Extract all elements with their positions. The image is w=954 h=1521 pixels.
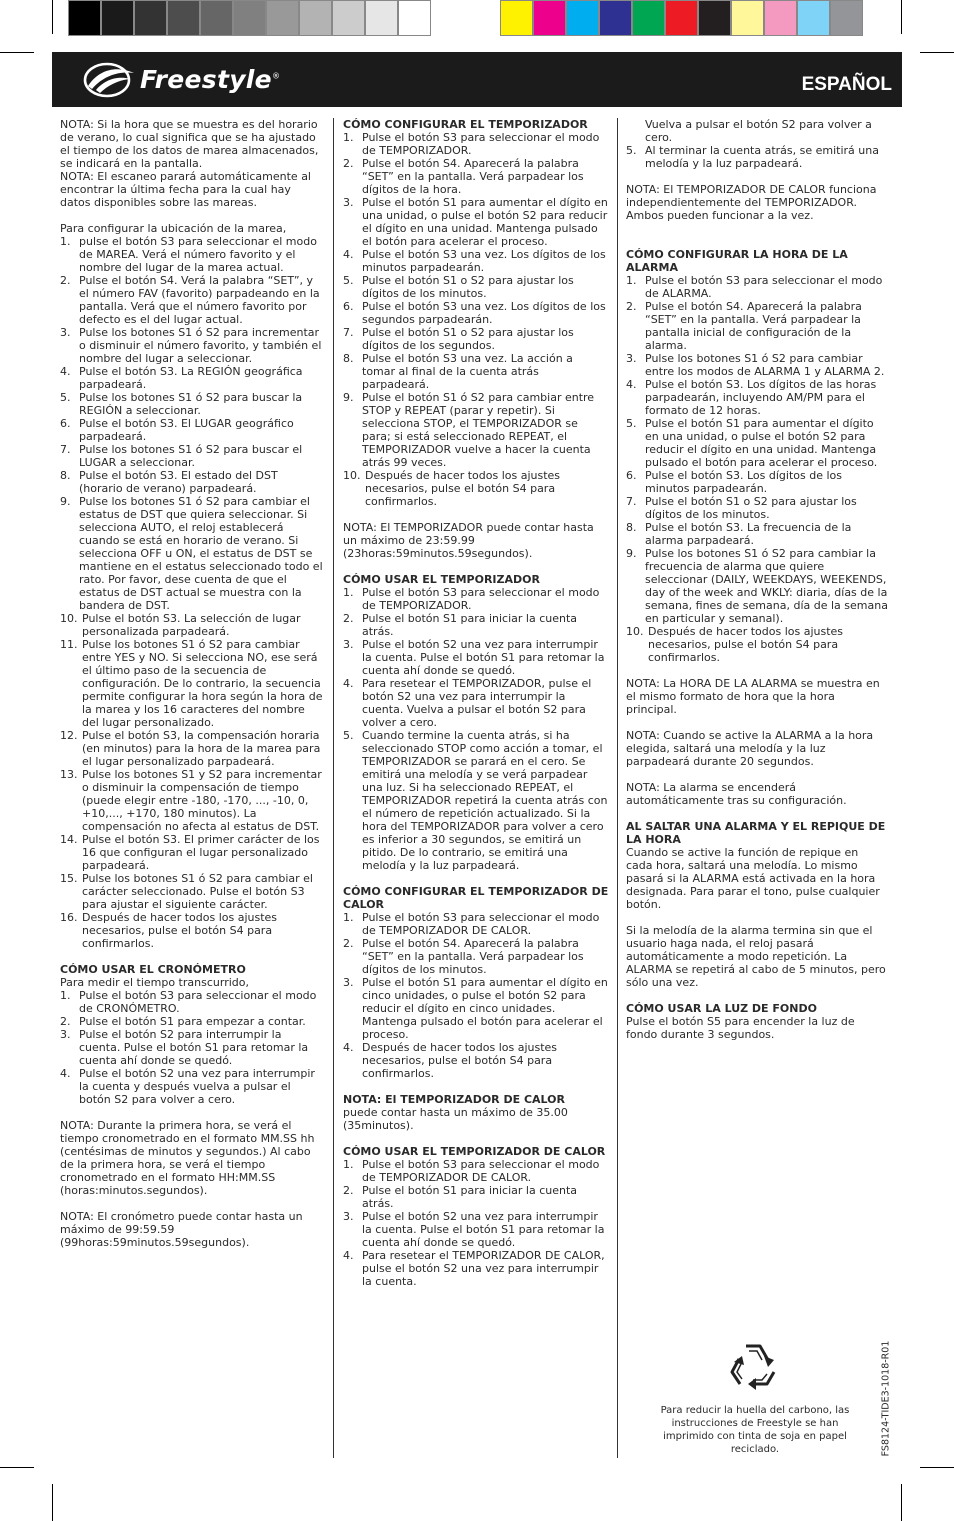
list-item: [343, 326, 609, 352]
list-item: [343, 638, 609, 677]
list-item: [343, 248, 609, 274]
section-heading: CÓMO USAR EL TEMPORIZADOR: [343, 573, 540, 586]
list-item-text: Pulse el botón S3 una vez. Los dígitos de los segundos parpadearán.: [362, 300, 606, 326]
list-item: [60, 443, 324, 469]
list-item-text: Pulse el botón S3, la compensación horaria (en minutos) para la hora de la marea para el lugar personalizado parpadeará.: [82, 729, 321, 768]
list-item: [626, 352, 888, 378]
list-item-text: Pulse el botón S1 para iniciar la cuenta atrás.: [362, 612, 578, 638]
list-item-number: 16.: [60, 911, 78, 924]
instruction-list: [343, 586, 609, 872]
list-item-number: 3.: [343, 1210, 354, 1223]
paragraph: NOTA: La alarma se encenderá automáticamente tras su configuración.: [626, 781, 847, 807]
list-item-number: 13.: [60, 768, 78, 781]
paragraph: NOTA: Cuando se active la ALARMA a la hora elegida, saltará una melodía y la luz parpadeará durante 20 segundos.: [626, 729, 874, 768]
list-item-text: Pulse el botón S4. Aparecerá la palabra “SET” en la pantalla. Verá parpadear los dígitos de los minutos.: [362, 937, 584, 976]
color-swatch: [566, 0, 599, 36]
list-item: [626, 274, 888, 300]
list-item: [626, 469, 888, 495]
list-item-number: 3.: [343, 638, 354, 651]
list-item: [626, 300, 888, 352]
list-item-text: Después de hacer todos los ajustes necesarios, pulse el botón S4 para confirmarlos.: [365, 469, 561, 508]
list-item-number: 8.: [60, 469, 71, 482]
list-item-text: Pulse el botón S1 o S2 para ajustar los dígitos de los segundos.: [362, 326, 574, 352]
list-item: [60, 768, 324, 833]
column-divider: [617, 118, 618, 1458]
language-label: ESPAÑOL: [801, 74, 892, 95]
paragraph: Para configurar la ubicación de la marea,: [60, 222, 287, 235]
instruction-list: [626, 274, 888, 664]
list-item-text: Pulse el botón S3. La REGIÓN geográfica parpadeará.: [79, 365, 303, 391]
list-item-number: 5.: [343, 729, 354, 742]
list-item-number: 4.: [343, 1041, 354, 1054]
list-item-number: 1.: [343, 1158, 354, 1171]
list-item-number: 1.: [343, 911, 354, 924]
list-item: [60, 391, 324, 417]
list-item-number: 1.: [60, 235, 71, 248]
color-swatch: [764, 0, 797, 36]
spacer: [626, 807, 888, 820]
list-item: [626, 495, 888, 521]
paragraph: NOTA: El TEMPORIZADOR puede contar hasta un máximo de 23:59.99 (23horas:59minutos.59segundos).: [343, 521, 594, 560]
list-item-text: Cuando termine la cuenta atrás, si ha seleccionado STOP como acción a tomar, el TEMPORIZADOR se parará en el cero. Se emitirá una melodía y se verá parpadear una luz. Si ha seleccionado REPEAT, el TEMPORIZADOR repetirá la cuenta atrás con el número de repetición actualizado. Si la hora del TEMPORIZADOR para volver a cero es inferior a 30 segundos, se emitirá un pitido. De lo contrario, se emitirá una melodía y la luz parpadeará.: [362, 729, 608, 872]
list-item: [60, 1028, 324, 1067]
list-item-number: 3.: [60, 1028, 71, 1041]
list-item-number: 4.: [60, 365, 71, 378]
list-item-number: 3.: [343, 976, 354, 989]
color-swatch: [398, 0, 431, 36]
list-item-text: Para resetear el TEMPORIZADOR, pulse el botón S2 una vez para interrumpir la cuenta. Vuelva a pulsar el botón S2 para volver a cero.: [362, 677, 592, 729]
list-item-text: Pulse el botón S3. Los dígitos de las horas parpadearán, incluyendo AM/PM para el formato de 12 horas.: [645, 378, 877, 417]
grayscale-calibration-bar: [68, 0, 431, 36]
list-item: [60, 729, 324, 768]
spacer: [626, 664, 888, 677]
paragraph: Para medir el tiempo transcurrido,: [60, 976, 249, 989]
list-item: [60, 495, 324, 612]
section-heading: CÓMO USAR LA LUZ DE FONDO: [626, 1002, 817, 1015]
crop-mark: [920, 52, 954, 53]
list-item-number: 2.: [343, 612, 354, 625]
list-item-text: Pulse el botón S3 una vez. La acción a tomar al final de la cuenta atrás parpadeará.: [362, 352, 573, 391]
list-item: [626, 547, 888, 625]
list-item: [343, 300, 609, 326]
list-item-number: 10.: [626, 625, 644, 638]
list-item-text: Pulse el botón S2 una vez para interrumpir la cuenta y después vuelva a pulsar el botón S2 para volver a cero.: [79, 1067, 315, 1106]
column-3: [626, 118, 888, 1041]
list-item: [60, 612, 324, 638]
brand-wordmark: Freestyle®: [140, 65, 281, 94]
list-item: [626, 521, 888, 547]
color-swatch: [698, 0, 731, 36]
spacer: [60, 1197, 324, 1210]
paragraph: Cuando se active la función de repique en cada hora, saltará una melodía. Lo mismo pasará si la ALARMA está activada en la hora designada. Para parar el tono, pulse cualquier botón.: [626, 846, 880, 911]
list-item: [343, 157, 609, 196]
crop-mark: [0, 52, 34, 53]
list-item-number: 3.: [60, 326, 71, 339]
list-item-text: Pulse el botón S3. El estado del DST (horario de verano) parpadeará.: [79, 469, 278, 495]
document-code: FS8124-TIDE3-1018-R01: [880, 1340, 892, 1456]
list-item-text: Al terminar la cuenta atrás, se emitirá una melodía y la luz parpadeará.: [645, 144, 879, 170]
paragraph: NOTA: El escaneo parará automáticamente al encontrar la última fecha para la cual hay datos disponibles sobre las mareas.: [60, 170, 311, 209]
list-item-text: Pulse los botones S1 ó S2 para cambiar el estatus de DST que quiera seleccionar. Si selecciona AUTO, el reloj establecerá cuando se está en horario de verano. Si selecciona OFF u ON, el estatus de DST se mantiene en el estatus seleccionado todo el rato. Por favor, dese cuenta de que el estatus de DST actual se muestra con la bandera de DST.: [79, 495, 323, 612]
list-item: [60, 326, 324, 365]
paragraph: NOTA: El TEMPORIZADOR DE CALOR funciona independientemente del TEMPORIZADOR. Ambos pueden funcionar a la vez.: [626, 183, 877, 222]
color-swatch: [101, 0, 134, 36]
color-swatch: [533, 0, 566, 36]
spacer: [343, 560, 609, 573]
list-item: [343, 469, 609, 508]
color-swatch: [632, 0, 665, 36]
color-swatch: [233, 0, 266, 36]
color-swatch: [797, 0, 830, 36]
list-item-number: 8.: [626, 521, 637, 534]
list-item-number: 2.: [60, 274, 71, 287]
list-item-number: 1.: [626, 274, 637, 287]
section-heading: CÓMO USAR EL TEMPORIZADOR DE CALOR: [343, 1145, 606, 1158]
list-item: [60, 833, 324, 872]
list-item-number: 2.: [60, 1015, 71, 1028]
paragraph: Si la melodía de la alarma termina sin que el usuario haga nada, el reloj pasará automáticamente a modo repetición. La ALARMA se repetirá al cabo de 5 minutos, pero sólo una vez.: [626, 924, 886, 989]
list-item-number: 9.: [626, 547, 637, 560]
color-swatch: [200, 0, 233, 36]
list-item: [343, 274, 609, 300]
spacer: [626, 716, 888, 729]
list-item-number: 11.: [60, 638, 78, 651]
list-item-text: Pulse el botón S1 para aumentar el dígito en cinco unidades, o pulse el botón S2 para reducir el dígito en cinco unidades. Mantenga pulsado el botón para acelerar el proceso.: [362, 976, 608, 1041]
crop-mark: [901, 0, 902, 34]
list-item: [626, 118, 888, 144]
list-item: [60, 911, 324, 950]
list-item-number: 5.: [60, 391, 71, 404]
list-item-number: 7.: [626, 495, 637, 508]
list-item-number: 3.: [343, 196, 354, 209]
spacer: [343, 1132, 609, 1145]
list-item: [343, 391, 609, 469]
list-item-text: Pulse el botón S1 o S2 para ajustar los dígitos de los minutos.: [362, 274, 574, 300]
spacer: [60, 209, 324, 222]
section-heading: CÓMO CONFIGURAR EL TEMPORIZADOR: [343, 118, 588, 131]
color-swatch: [266, 0, 299, 36]
color-swatch: [167, 0, 200, 36]
list-item: [626, 378, 888, 417]
list-item-text: Pulse el botón S4. Aparecerá la palabra “SET” en la pantalla. Verá parpadear la pantalla inicial de configuración de la alarma.: [645, 300, 862, 352]
list-item-number: 14.: [60, 833, 78, 846]
list-item: [60, 365, 324, 391]
paragraph: NOTA: La HORA DE LA ALARMA se muestra en el mismo formato de hora que la hora principal.: [626, 677, 880, 716]
list-item: [343, 196, 609, 248]
list-item-text: Pulse el botón S3. El primer carácter de los 16 que configuran el lugar personalizado parpadeará.: [82, 833, 320, 872]
list-item-number: 2.: [343, 157, 354, 170]
list-item: [60, 469, 324, 495]
list-item-text: Pulse el botón S3 para seleccionar el modo de TEMPORIZADOR.: [362, 586, 600, 612]
list-item-text: Pulse el botón S2 para interrumpir la cuenta. Pulse el botón S1 para retomar la cuenta ahí donde se quedó.: [79, 1028, 309, 1067]
list-item-text: Para resetear el TEMPORIZADOR DE CALOR, pulse el botón S2 una vez para interrumpir la cuenta.: [362, 1249, 605, 1288]
list-item-text: Pulse el botón S1 para aumentar el dígito en una unidad, o pulse el botón S2 para reducir el dígito en una unidad. Mantenga pulsado el botón para acelerar el proceso.: [645, 417, 878, 469]
color-swatch: [731, 0, 764, 36]
spacer: [60, 1106, 324, 1119]
instruction-list: [343, 131, 609, 508]
list-item-number: 15.: [60, 872, 78, 885]
list-item-text: Pulse el botón S3 una vez. Los dígitos de los minutos parpadearán.: [362, 248, 606, 274]
list-item-text: Pulse el botón S2 una vez para interrumpir la cuenta. Pulse el botón S1 para retomar la cuenta ahí donde se quedó.: [362, 638, 605, 677]
list-item-text: Pulse los botones S1 ó S2 para cambiar el carácter seleccionado. Pulse el botón S3 para ajustar el siguiente carácter.: [82, 872, 313, 911]
list-item: [343, 131, 609, 157]
list-item-text: pulse el botón S3 para seleccionar el modo de MAREA. Verá el número favorito y el nombre del lugar de la marea actual.: [79, 235, 317, 274]
color-swatch: [500, 0, 533, 36]
list-item-number: 7.: [60, 443, 71, 456]
list-item: [60, 989, 324, 1015]
list-item-text: Pulse el botón S1 para empezar a contar.: [79, 1015, 306, 1028]
crop-mark: [52, 1484, 53, 1521]
list-item-text: Pulse los botones S1 ó S2 para cambiar entre los modos de ALARMA 1 y ALARMA 2.: [645, 352, 885, 378]
instruction-list: [60, 989, 324, 1106]
spacer: [626, 235, 888, 248]
list-item-number: 10.: [343, 469, 361, 482]
color-swatch: [299, 0, 332, 36]
list-item-number: 5.: [343, 274, 354, 287]
section-heading: AL SALTAR UNA ALARMA Y EL REPIQUE DE LA HORA: [626, 820, 886, 846]
list-item-number: 5.: [626, 417, 637, 430]
list-item-number: 5.: [626, 144, 637, 157]
section-heading: NOTA: El TEMPORIZADOR DE CALOR: [343, 1093, 565, 1106]
list-item-number: 6.: [626, 469, 637, 482]
spacer: [343, 508, 609, 521]
list-item-text: Pulse el botón S4. Aparecerá la palabra “SET” en la pantalla. Verá parpadear los dígitos de la hora.: [362, 157, 584, 196]
list-item: [60, 638, 324, 729]
color-swatch: [830, 0, 863, 36]
recycle-icon: [720, 1334, 786, 1400]
list-item-text: Vuelva a pulsar el botón S2 para volver a cero.: [645, 118, 872, 144]
list-item: [60, 1067, 324, 1106]
list-item-text: Pulse el botón S3. Los dígitos de los minutos parpadearán.: [645, 469, 842, 495]
list-item-number: 4.: [343, 248, 354, 261]
list-item-number: 4.: [343, 1249, 354, 1262]
paragraph: NOTA: Durante la primera hora, se verá el tiempo cronometrado en el formato MM.SS hh (centésimas de minutos y segundos.) Al cabo de la primera hora, se verá el tiempo cronometrado en el formato HH:MM.SS (horas:minutos.segundos).: [60, 1119, 315, 1197]
list-item-text: Pulse los botones S1 ó S2 para incrementar o disminuir el número favorito, y también el nombre del lugar a seleccionar.: [79, 326, 322, 365]
list-item-text: Pulse el botón S1 para iniciar la cuenta atrás.: [362, 1184, 578, 1210]
color-swatch: [665, 0, 698, 36]
color-swatch: [599, 0, 632, 36]
list-item-text: Pulse el botón S3 para seleccionar el modo de CRONÓMETRO.: [79, 989, 317, 1015]
list-item: [343, 1041, 609, 1080]
list-item-number: 2.: [626, 300, 637, 313]
list-item-text: Pulse el botón S1 ó S2 para cambiar entre STOP y REPEAT (parar y repetir). Si selecciona STOP, el TEMPORIZADOR se para; si está seleccionado REPEAT, el TEMPORIZADOR vuelve a hacer la cuenta atrás 99 veces.: [362, 391, 595, 469]
list-item-number: 6.: [60, 417, 71, 430]
color-swatch: [68, 0, 101, 36]
list-item: [343, 1249, 609, 1288]
list-item-number: 1.: [343, 131, 354, 144]
list-item-number: 4.: [626, 378, 637, 391]
list-item-text: Pulse el botón S3. La frecuencia de la alarma parpadeará.: [645, 521, 852, 547]
list-item-number: 8.: [343, 352, 354, 365]
spacer: [626, 170, 888, 183]
color-calibration-bar: [500, 0, 863, 36]
list-item: [343, 729, 609, 872]
list-item-number: 4.: [60, 1067, 71, 1080]
list-item: [343, 976, 609, 1041]
list-item-text: Después de hacer todos los ajustes necesarios, pulse el botón S4 para confirmarlos.: [82, 911, 278, 950]
list-item-text: Pulse los botones S1 ó S2 para buscar el LUGAR a seleccionar.: [79, 443, 303, 469]
crop-mark: [901, 1484, 902, 1521]
spacer: [343, 1080, 609, 1093]
list-item-text: Pulse los botones S1 ó S2 para cambiar entre YES y NO. Si selecciona NO, ese será el último paso de la secuencia de configuración. De lo contrario, la secuencia permite configurar la hora según la hora de la marea y los 16 caracteres del nombre del lugar personalizado.: [82, 638, 323, 729]
list-item-text: Pulse el botón S4. Verá la palabra “SET”, y el número FAV (favorito) parpadeando en la pantalla. Verá que el número favorito por defecto es el del lugar actual.: [79, 274, 320, 326]
list-item-number: 9.: [343, 391, 354, 404]
list-item-text: Después de hacer todos los ajustes necesarios, pulse el botón S4 para confirmarlos.: [362, 1041, 558, 1080]
list-item-text: Pulse el botón S3 para seleccionar el modo de ALARMA.: [645, 274, 883, 300]
list-item: [626, 417, 888, 469]
list-item-text: Pulse el botón S2 una vez para interrumpir la cuenta. Pulse el botón S1 para retomar la cuenta ahí donde se quedó.: [362, 1210, 605, 1249]
crop-mark: [920, 1467, 954, 1468]
list-item-number: 9.: [60, 495, 71, 508]
list-item-number: 1.: [60, 989, 71, 1002]
list-item-number: 2.: [343, 937, 354, 950]
list-item-text: Pulse los botones S1 ó S2 para buscar la REGIÓN a seleccionar.: [79, 391, 303, 417]
crop-mark: [0, 1467, 34, 1468]
section-heading: CÓMO CONFIGURAR EL TEMPORIZADOR DE CALOR: [343, 885, 609, 911]
paragraph: puede contar hasta un máximo de 35.00 (35minutos).: [343, 1106, 568, 1132]
list-item: [60, 235, 324, 274]
list-item-text: Pulse el botón S3. La selección de lugar personalizada parpadeará.: [82, 612, 301, 638]
list-item-text: Pulse el botón S1 o S2 para ajustar los dígitos de los minutos.: [645, 495, 857, 521]
list-item: [626, 144, 888, 170]
list-item-text: Pulse el botón S3. El LUGAR geográfico parpadeará.: [79, 417, 294, 443]
color-swatch: [365, 0, 398, 36]
column-divider: [333, 118, 334, 1458]
header-bar: [52, 52, 902, 107]
list-item-text: Pulse el botón S3 para seleccionar el modo de TEMPORIZADOR DE CALOR.: [362, 911, 600, 937]
list-item: [343, 911, 609, 937]
freestyle-swoosh-icon: [82, 59, 138, 101]
list-item: [60, 1015, 324, 1028]
list-item: [60, 417, 324, 443]
list-item-text: Pulse los botones S1 ó S2 para cambiar la frecuencia de alarma que quiere seleccionar (DAILY, WEEKDAYS, WEEKENDS, day of the week and WKLY: diaria, días de la semana, fines de semana, día de la semana en particular y semanal).: [645, 547, 888, 625]
list-item-text: Pulse el botón S3 para seleccionar el modo de TEMPORIZADOR DE CALOR.: [362, 1158, 600, 1184]
spacer: [626, 989, 888, 1002]
section-heading: CÓMO USAR EL CRONÓMETRO: [60, 963, 246, 976]
crop-mark: [52, 0, 53, 34]
list-item-number: 12.: [60, 729, 78, 742]
list-item: [343, 352, 609, 391]
spacer: [626, 222, 888, 235]
list-item: [626, 625, 888, 664]
list-item-number: 3.: [626, 352, 637, 365]
column-2: [343, 118, 609, 1288]
eco-note: Para reducir la huella del carbono, las instrucciones de Freestyle se han imprimido con tinta de soja en papel reciclado.: [660, 1405, 850, 1455]
instruction-list: [60, 235, 324, 950]
spacer: [626, 911, 888, 924]
spacer: [626, 768, 888, 781]
section-heading: CÓMO CONFIGURAR LA HORA DE LA ALARMA: [626, 248, 848, 274]
list-item: [343, 1158, 609, 1184]
spacer: [343, 872, 609, 885]
list-item-text: Después de hacer todos los ajustes necesarios, pulse el botón S4 para confirmarlos.: [648, 625, 844, 664]
list-item: [60, 274, 324, 326]
list-item: [343, 1184, 609, 1210]
list-item: [343, 586, 609, 612]
list-item-number: 7.: [343, 326, 354, 339]
list-item: [343, 612, 609, 638]
paragraph: NOTA: Si la hora que se muestra es del horario de verano, lo cual significa que se ha ajustado el tiempo de los datos de marea almacenados, se indicará en la pantalla.: [60, 118, 319, 170]
paragraph: NOTA: El cronómetro puede contar hasta un máximo de 99:59.59 (99horas:59minutos.59segundos).: [60, 1210, 303, 1249]
list-item-number: 10.: [60, 612, 78, 625]
list-item: [343, 937, 609, 976]
list-item-number: 4.: [343, 677, 354, 690]
color-swatch: [134, 0, 167, 36]
paragraph: Pulse el botón S5 para encender la luz de fondo durante 3 segundos.: [626, 1015, 855, 1041]
list-item: [60, 872, 324, 911]
spacer: [60, 950, 324, 963]
list-item-text: Pulse los botones S1 y S2 para incrementar o disminuir la compensación de tiempo (puede elegir entre -180, -170, ..., -10, 0, +10,..., +170, 180 minutos). La compensación no afecta al estatus de DST.: [82, 768, 322, 833]
list-item: [343, 677, 609, 729]
column-1: [60, 118, 324, 1249]
list-item: [343, 1210, 609, 1249]
instruction-list: [343, 911, 609, 1080]
instruction-list: [343, 1158, 609, 1288]
freestyle-logo: [82, 59, 342, 101]
list-item-number: 2.: [343, 1184, 354, 1197]
list-item-text: Pulse el botón S1 para aumentar el dígito en una unidad, o pulse el botón S2 para reducir el dígito en una unidad. Mantenga pulsado el botón para acelerar el proceso.: [362, 196, 608, 248]
list-item-number: [626, 118, 645, 144]
color-swatch: [332, 0, 365, 36]
list-item-text: Pulse el botón S3 para seleccionar el modo de TEMPORIZADOR.: [362, 131, 600, 157]
list-item-number: 1.: [343, 586, 354, 599]
instruction-list: [626, 118, 888, 170]
list-item-number: 6.: [343, 300, 354, 313]
